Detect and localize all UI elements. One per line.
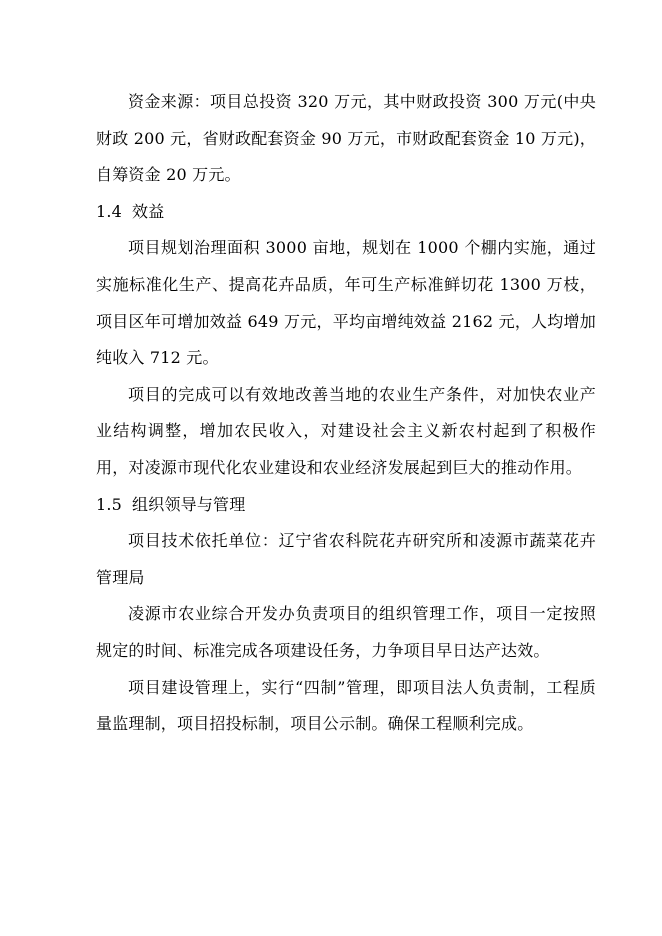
management-paragraph: 项目建设管理上，实行“四制”管理，即项目法人负责制，工程质量监理制，项目招投标制，项目公示制。确保工程顺利完成。 (96, 677, 596, 734)
document-body (96, 84, 596, 743)
benefits-paragraph: 项目的完成可以有效地改善当地的农业生产条件，对加快农业产业结构调整，增加农民收入，对建设社会主义新农村起到了积极作用，对凌源市现代化农业建设和农业经济发展起到巨大的推动作用。 (96, 384, 596, 477)
section-heading-management (96, 487, 596, 524)
benefits-paragraph: 项目规划治理面积 3000 亩地，规划在 1000 个棚内实施，通过实施标准化生产、提高花卉品质，年可生产标准鲜切花 1300 万枝，项目区年可增加效益 649 万元，平均亩增纯效益 2162 元，人均增加纯收入 712 元。 (96, 238, 596, 368)
section-number: 1.5 (96, 494, 123, 514)
section-number: 1.4 (96, 201, 123, 221)
section-heading-benefits (96, 194, 596, 231)
section-title: 效益 (132, 201, 165, 221)
management-paragraph: 凌源市农业综合开发办负责项目的组织管理工作，项目一定按照规定的时间、标准完成各项建设任务，力争项目早日达产达效。 (96, 604, 596, 660)
funding-paragraph: 资金来源：项目总投资 320 万元，其中财政投资 300 万元(中央财政 200 元，省财政配套资金 90 万元，市财政配套资金 10 万元)，自筹资金 20 万元。 (96, 92, 596, 185)
section-title: 组织领导与管理 (132, 494, 246, 514)
management-paragraph: 项目技术依托单位：辽宁省农科院花卉研究所和凌源市蔬菜花卉管理局 (96, 531, 596, 587)
